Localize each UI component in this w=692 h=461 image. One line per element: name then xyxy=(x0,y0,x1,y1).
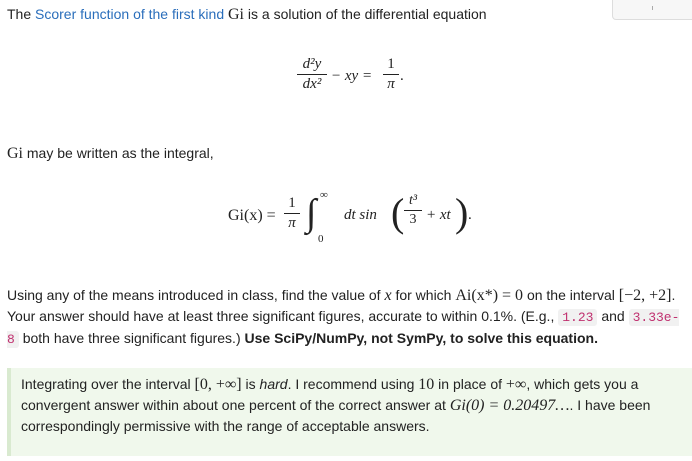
task-text: Using any of the means introduced in class, find the value of xyxy=(7,287,385,303)
task-text: for which xyxy=(391,287,456,303)
var-x: x xyxy=(384,287,392,304)
intro-paragraph xyxy=(7,6,487,24)
one-over-pi-fraction xyxy=(383,56,399,93)
code-example-2: 3.33e-8 xyxy=(7,310,680,347)
period: . xyxy=(400,68,404,84)
note-text: . I have been correspondingly permissive with the range of acceptable answers. xyxy=(21,397,651,434)
code-example-1: 1.23 xyxy=(558,309,597,326)
denominator-pi: π xyxy=(387,76,395,92)
integral-equation xyxy=(228,183,488,253)
one-over-pi-fraction xyxy=(284,195,300,232)
gi-symbol: Gi xyxy=(7,145,23,162)
fraction-bar xyxy=(297,74,327,75)
tab-mark xyxy=(652,6,653,10)
left-paren: ( xyxy=(391,190,405,235)
plus-infinity: +∞ xyxy=(505,376,527,393)
gi-zero-value: Gi(0) = 0.20497… xyxy=(449,397,570,414)
note-text: . I recommend using xyxy=(287,376,419,392)
scipy-instruction: Use SciPy/NumPy, not SymPy, to solve this equation. xyxy=(244,330,598,346)
integral-intro-text: may be written as the integral, xyxy=(23,145,214,161)
note-text: in place of xyxy=(434,376,506,392)
numerator-d2y: d²y xyxy=(302,56,322,72)
note-text: , which gets you a convergent answer within about one percent of the correct answer at xyxy=(21,376,639,413)
gi-of-x: Gi(x) = xyxy=(228,207,276,224)
upper-limit: ∞ xyxy=(320,189,328,201)
hard-emphasis: hard xyxy=(259,376,288,392)
scorer-function-link[interactable]: Scorer function of the first kind xyxy=(35,6,225,22)
right-paren: ) xyxy=(455,190,469,235)
differential-equation xyxy=(297,52,417,112)
hint-note xyxy=(7,368,692,456)
note-text: is xyxy=(241,376,260,392)
fraction-bar xyxy=(404,210,422,211)
plus-xt: + xt xyxy=(426,207,451,223)
minus-xy: − xy = xyxy=(331,68,373,84)
numerator-one: 1 xyxy=(387,56,395,72)
period: . xyxy=(468,207,472,223)
interval: [−2, +2] xyxy=(618,287,672,304)
t3-over-3-fraction xyxy=(404,193,422,228)
intro-prefix: The xyxy=(7,6,36,22)
integral-sign: ∫ xyxy=(306,192,317,234)
intro-suffix: is a solution of the differential equation xyxy=(244,6,487,22)
task-text: . Your answer should have at least three significant figures, accurate to within 0.1%. (E.g., xyxy=(7,287,676,324)
corner-tab[interactable] xyxy=(612,0,692,20)
gi-symbol: Gi xyxy=(228,6,244,23)
numerator-one: 1 xyxy=(288,195,296,211)
denominator-pi: π xyxy=(288,215,296,231)
task-text: both have three significant figures.) xyxy=(18,330,245,346)
d2y-dx2-fraction xyxy=(297,56,327,93)
note-interval: [0, +∞] xyxy=(194,376,242,393)
note-text: Integrating over the interval xyxy=(21,376,195,392)
fraction-bar xyxy=(383,74,399,75)
denominator-3: 3 xyxy=(409,212,417,227)
lower-limit: 0 xyxy=(318,233,324,245)
task-text: on the interval xyxy=(523,287,619,303)
dt-sin: dt sin xyxy=(344,207,377,223)
ten-value: 10 xyxy=(418,376,435,393)
integral-intro xyxy=(7,145,214,163)
fraction-bar xyxy=(284,213,300,214)
task-text: and xyxy=(597,308,629,324)
task-paragraph xyxy=(7,285,683,350)
numerator-t3: t³ xyxy=(408,193,418,208)
ai-expression: Ai(x*) = 0 xyxy=(455,287,524,304)
denominator-dx2: dx² xyxy=(302,76,322,92)
